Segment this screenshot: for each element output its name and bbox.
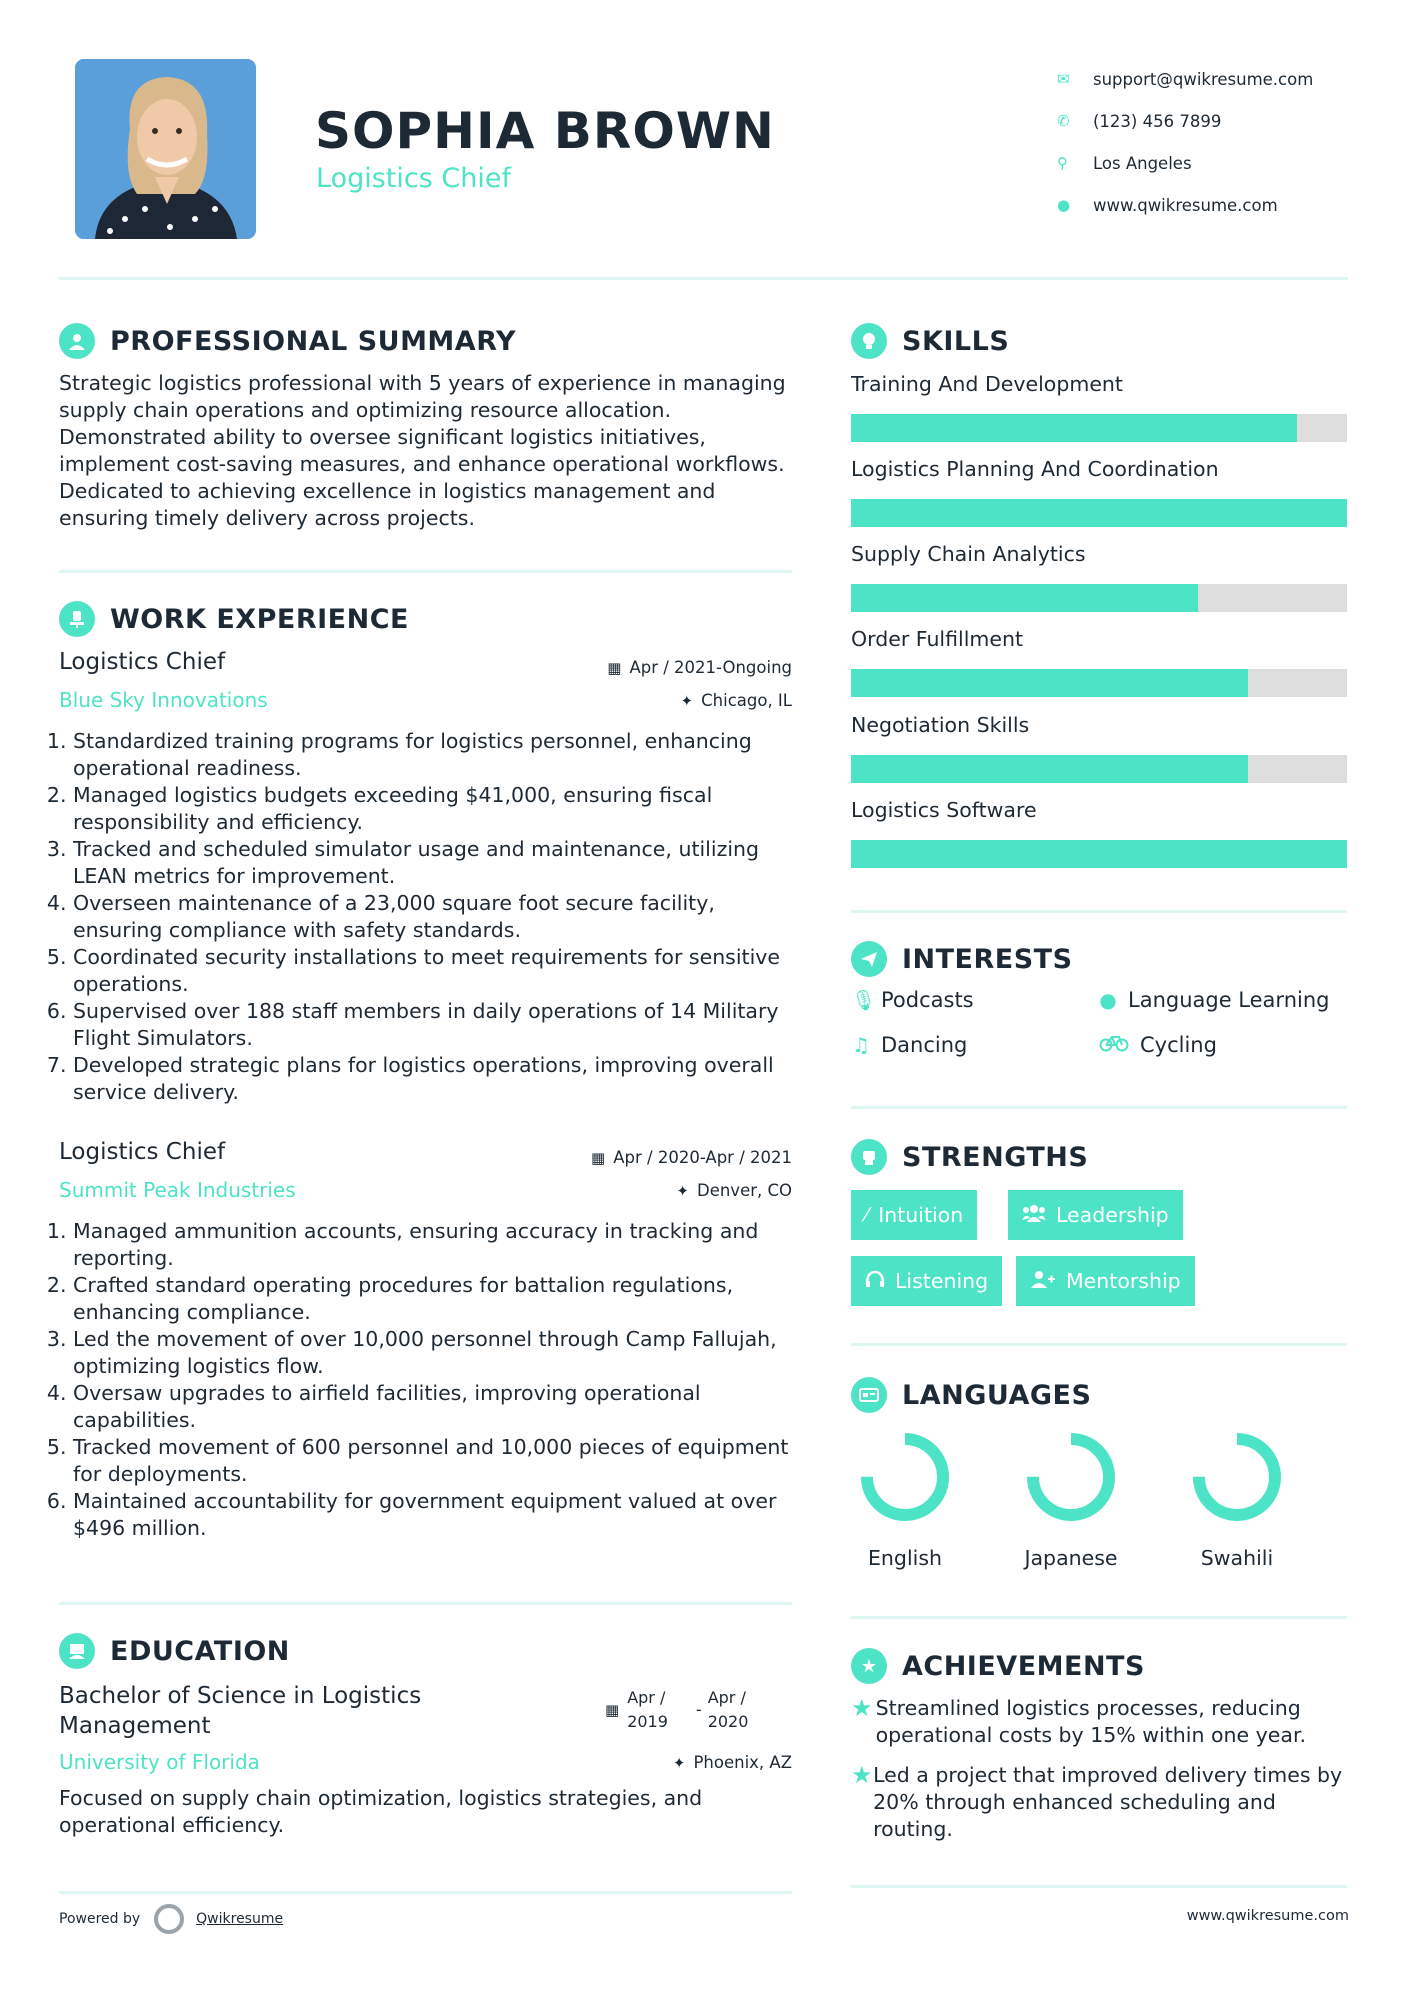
- skill-name: Negotiation Skills: [851, 713, 1030, 737]
- interest-label: Podcasts: [881, 988, 974, 1012]
- list-item: 7. Developed strategic plans for logistics operations, improving overall service delivery.: [73, 1052, 795, 1106]
- skill-bar-fill: [851, 499, 1347, 527]
- graduation-icon: [59, 1633, 95, 1669]
- list-item: 5. Coordinated security installations to meet requirements for sensitive operations.: [73, 944, 795, 998]
- fist-icon: [851, 1139, 887, 1175]
- date-part: 2020: [707, 1712, 749, 1731]
- education-start: [627, 1686, 668, 1734]
- divider: [851, 1343, 1347, 1346]
- divider: [851, 1106, 1347, 1109]
- date-separator: -: [695, 1700, 702, 1719]
- job-title: Logistics Chief: [59, 649, 226, 675]
- divider: [59, 1602, 792, 1605]
- language-level-ring: [858, 1430, 952, 1524]
- strengths-title: STRENGTHS: [902, 1141, 1089, 1173]
- interest-label: Language Learning: [1128, 988, 1330, 1012]
- skills-heading: [851, 323, 1009, 359]
- qwikresume-logo-icon: [154, 1904, 184, 1934]
- job-responsibilities: [55, 1218, 795, 1542]
- powered-by-label: Powered by: [59, 1911, 141, 1927]
- list-item: 1. Managed ammunition accounts, ensuring accuracy in tracking and reporting.: [73, 1218, 795, 1272]
- skill-bar: [851, 499, 1347, 527]
- summary-heading: [59, 323, 516, 359]
- skill-bar: [851, 840, 1347, 868]
- envelope-icon: ✉: [1057, 70, 1070, 88]
- language-item: [1001, 1430, 1141, 1570]
- interests-heading: [851, 941, 1073, 977]
- contact-phone-text: (123) 456 7899: [1093, 111, 1222, 131]
- user-plus-icon: [1030, 1270, 1056, 1293]
- job-company: Summit Peak Industries: [59, 1178, 296, 1202]
- interest-item: [851, 988, 974, 1012]
- briefcase-icon: [59, 601, 95, 637]
- strengths-heading: [851, 1139, 1088, 1175]
- phone-icon: ✆: [1057, 112, 1070, 130]
- school-name: University of Florida: [59, 1750, 260, 1774]
- strength-tag: [1016, 1256, 1195, 1306]
- work-heading: [59, 601, 409, 637]
- skill-item: [851, 711, 1347, 783]
- list-item: 6. Supervised over 188 staff members in daily operations of 14 Military Flight Simulators.: [73, 998, 795, 1052]
- contact-location-text: Los Angeles: [1093, 153, 1192, 173]
- music-note-icon: ♫: [852, 1033, 870, 1057]
- language-level-ring: [1190, 1430, 1284, 1524]
- interest-item: [851, 1033, 967, 1057]
- star-icon: ★: [851, 1694, 873, 1722]
- skill-bar: [851, 755, 1347, 783]
- date-part: 2019: [627, 1712, 668, 1731]
- strength-tag: [851, 1256, 1002, 1306]
- education-dates: [605, 1686, 748, 1734]
- job-date: [591, 1148, 792, 1167]
- divider: [59, 1891, 792, 1894]
- strength-label: Mentorship: [1066, 1269, 1181, 1293]
- contact-website-text: www.qwikresume.com: [1093, 195, 1278, 215]
- interest-label: Cycling: [1140, 1033, 1217, 1057]
- list-item: 3. Tracked and scheduled simulator usage and maintenance, utilizing LEAN metrics for improvement.: [73, 836, 795, 890]
- contact-phone[interactable]: [1057, 100, 1387, 142]
- paper-plane-icon: [851, 941, 887, 977]
- strength-tag: [1008, 1190, 1183, 1240]
- achievement-text: Streamlined logistics processes, reducing operational costs by 15% within one year.: [875, 1696, 1307, 1747]
- contact-email-text: support@qwikresume.com: [1093, 69, 1314, 89]
- job-location-text: Chicago, IL: [701, 691, 792, 710]
- divider: [851, 1616, 1347, 1619]
- divider: [59, 570, 792, 573]
- skill-bar-fill: [851, 414, 1297, 442]
- summary-text: Strategic logistics professional with 5 years of experience in managing supply chain operations and optimizing resource allocation. Demonstrated ability to oversee significant logistics initiatives, implement cost-saving measures, and enhance operational workflows. Dedicated to achieving excellence in logistics management and ensuring timely delivery across projects.: [59, 371, 786, 530]
- job-location-text: Denver, CO: [696, 1181, 792, 1200]
- job-date-text: Apr / 2020-Apr / 2021: [613, 1148, 792, 1167]
- skill-bar-fill: [851, 755, 1248, 783]
- achievements-heading: [851, 1648, 1145, 1684]
- education-heading: [59, 1633, 290, 1669]
- skill-name: Training And Development: [851, 372, 1123, 396]
- job-company: Blue Sky Innovations: [59, 688, 268, 712]
- skill-item: [851, 540, 1347, 612]
- education-end: [708, 1686, 749, 1734]
- star-icon: ★: [851, 1761, 873, 1789]
- skill-bar: [851, 414, 1347, 442]
- interests-title: INTERESTS: [902, 943, 1073, 975]
- degree-line: Bachelor of Science in Logistics: [59, 1683, 422, 1709]
- pin-icon: ✦: [676, 1182, 689, 1200]
- divider: [851, 910, 1347, 913]
- achievement-item: [851, 1762, 1347, 1843]
- globe-icon: ●: [1099, 988, 1117, 1012]
- interest-label: Dancing: [881, 1033, 968, 1057]
- divider: [851, 1885, 1347, 1888]
- interest-item: [1098, 1033, 1217, 1057]
- education-location-text: Phoenix, AZ: [693, 1753, 792, 1772]
- achievements-title: ACHIEVEMENTS: [902, 1650, 1145, 1682]
- skill-item: [851, 796, 1347, 868]
- education-text: Focused on supply chain optimization, logistics strategies, and operational efficiency.: [59, 1786, 703, 1837]
- brand-link[interactable]: Qwikresume: [196, 1911, 284, 1927]
- id-card-icon: [851, 1377, 887, 1413]
- calendar-icon: ▦: [607, 659, 622, 677]
- user-icon: [59, 323, 95, 359]
- language-item: [835, 1430, 975, 1570]
- footer-powered: [59, 1904, 283, 1934]
- language-item: [1167, 1430, 1307, 1570]
- headphones-icon: [865, 1270, 885, 1293]
- languages-title: LANGUAGES: [902, 1379, 1092, 1411]
- list-item: 3. Led the movement of over 10,000 personnel through Camp Fallujah, optimizing logistics flow.: [73, 1326, 795, 1380]
- job-responsibilities: [55, 728, 795, 1106]
- job-date: [607, 658, 792, 677]
- skill-bar: [851, 669, 1347, 697]
- list-item: 4. Overseen maintenance of a 23,000 square foot secure facility, ensuring compliance with safety standards.: [73, 890, 795, 944]
- skill-bar-fill: [851, 669, 1248, 697]
- languages-heading: [851, 1377, 1091, 1413]
- skill-item: [851, 370, 1347, 442]
- map-pin-icon: ⚲: [1057, 154, 1068, 172]
- summary-title: PROFESSIONAL SUMMARY: [110, 325, 517, 357]
- list-item: 4. Oversaw upgrades to airfield facilities, improving operational capabilities.: [73, 1380, 795, 1434]
- job-location: [676, 1181, 792, 1200]
- education-title: EDUCATION: [110, 1635, 290, 1667]
- list-item: 2. Managed logistics budgets exceeding $41,000, ensuring fiscal responsibility and efficiency.: [73, 782, 795, 836]
- skill-name: Supply Chain Analytics: [851, 542, 1086, 566]
- language-name: English: [867, 1546, 943, 1570]
- skill-name: Logistics Software: [851, 798, 1037, 822]
- bicycle-icon: [1098, 1033, 1130, 1057]
- lightbulb-icon: [851, 323, 887, 359]
- list-item: 5. Tracked movement of 600 personnel and 10,000 pieces of equipment for deployments.: [73, 1434, 795, 1488]
- skill-item: [851, 625, 1347, 697]
- job-title: Logistics Chief: [59, 1139, 226, 1165]
- contact-website[interactable]: [1057, 184, 1387, 226]
- job-date-text: Apr / 2021-Ongoing: [629, 658, 792, 677]
- list-item: 1. Standardized training programs for logistics personnel, enhancing operational readiness.: [73, 728, 795, 782]
- skills-title: SKILLS: [902, 325, 1010, 357]
- candidate-name: SOPHIA BROWN: [315, 102, 775, 160]
- language-name: Japanese: [1024, 1546, 1118, 1570]
- education-location: [673, 1753, 792, 1772]
- strength-label: Intuition: [878, 1203, 964, 1227]
- work-title: WORK EXPERIENCE: [110, 603, 409, 635]
- date-part: Apr /: [707, 1688, 746, 1707]
- calendar-icon: ▦: [591, 1149, 606, 1167]
- achievement-text: Led a project that improved delivery times by 20% through enhanced scheduling and routing.: [873, 1763, 1343, 1841]
- skill-name: Order Fulfillment: [851, 627, 1024, 651]
- globe-icon: ●: [1057, 196, 1071, 214]
- degree-title: [59, 1681, 421, 1741]
- pin-icon: ✦: [672, 1754, 686, 1772]
- strength-label: Leadership: [1056, 1203, 1169, 1227]
- contact-location: [1057, 142, 1387, 184]
- header-divider: [59, 277, 1348, 280]
- footer-site[interactable]: www.qwikresume.com: [1186, 1908, 1349, 1924]
- list-item: 6. Maintained accountability for government equipment valued at over $496 million.: [73, 1488, 795, 1542]
- star-icon: ★: [851, 1648, 887, 1684]
- microphone-icon: 🎙: [851, 988, 877, 1012]
- interest-item: [1098, 988, 1329, 1012]
- pin-icon: ✦: [680, 692, 694, 710]
- skill-bar-fill: [851, 840, 1347, 868]
- list-item: 2. Crafted standard operating procedures for battalion regulations, enhancing compliance.: [73, 1272, 795, 1326]
- language-level-ring: [1024, 1430, 1118, 1524]
- strength-label: Listening: [895, 1269, 989, 1293]
- date-part: Apr /: [627, 1688, 666, 1707]
- contact-list: [1057, 58, 1387, 226]
- magic-wand-icon: ⁄: [865, 1204, 869, 1226]
- calendar-icon: ▦: [605, 1701, 620, 1719]
- skill-item: [851, 455, 1347, 527]
- contact-email[interactable]: [1057, 58, 1387, 100]
- users-icon: [1022, 1204, 1046, 1227]
- candidate-role: Logistics Chief: [316, 163, 511, 194]
- language-name: Swahili: [1200, 1546, 1274, 1570]
- profile-photo: [75, 59, 256, 239]
- skill-bar-fill: [851, 584, 1198, 612]
- achievement-item: [851, 1695, 1347, 1749]
- skill-bar: [851, 584, 1347, 612]
- degree-line: Management: [59, 1713, 211, 1739]
- strength-tag: [851, 1190, 977, 1240]
- job-location: [681, 691, 792, 710]
- skill-name: Logistics Planning And Coordination: [851, 457, 1219, 481]
